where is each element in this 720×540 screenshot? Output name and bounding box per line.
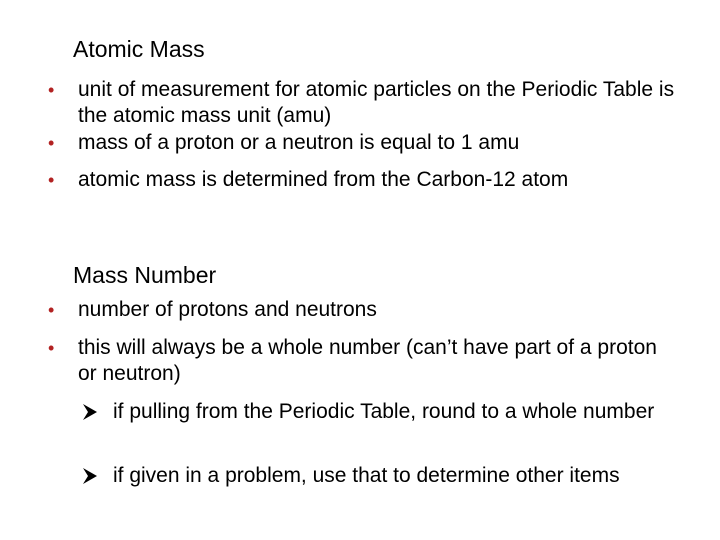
bullet-dot-icon: •: [48, 300, 55, 320]
bullet-dot-icon: •: [48, 338, 55, 358]
bullet-dot-icon: •: [48, 133, 55, 153]
bullet-item: [48, 335, 678, 387]
bullet-text: atomic mass is determined from the Carbon-12 atom: [78, 168, 569, 191]
heading-mass-number: Mass Number: [73, 262, 217, 288]
sub-bullet-item: [80, 399, 673, 425]
bullet-item: [48, 77, 698, 129]
bullet-text: mass of a proton or a neutron is equal to 1 amu: [78, 131, 520, 154]
bullet-item: [48, 130, 698, 156]
bullet-text: number of protons and neutrons: [78, 298, 377, 321]
sub-bullet-text: if given in a problem, use that to determine other items: [113, 464, 620, 487]
heading-atomic-mass: Atomic Mass: [73, 36, 205, 62]
bullet-dot-icon: •: [48, 80, 55, 100]
sub-bullet-item: [80, 463, 653, 489]
bullet-text: this will always be a whole number (can’t have part of a proton or neutron): [78, 336, 657, 385]
bullet-item: [48, 167, 698, 193]
bullet-text: unit of measurement for atomic particles on the Periodic Table is the atomic mass unit (amu): [78, 78, 675, 127]
sub-bullet-text: if pulling from the Periodic Table, round to a whole number: [113, 400, 655, 423]
bullet-item: [48, 297, 698, 323]
bullet-dot-icon: •: [48, 170, 55, 190]
